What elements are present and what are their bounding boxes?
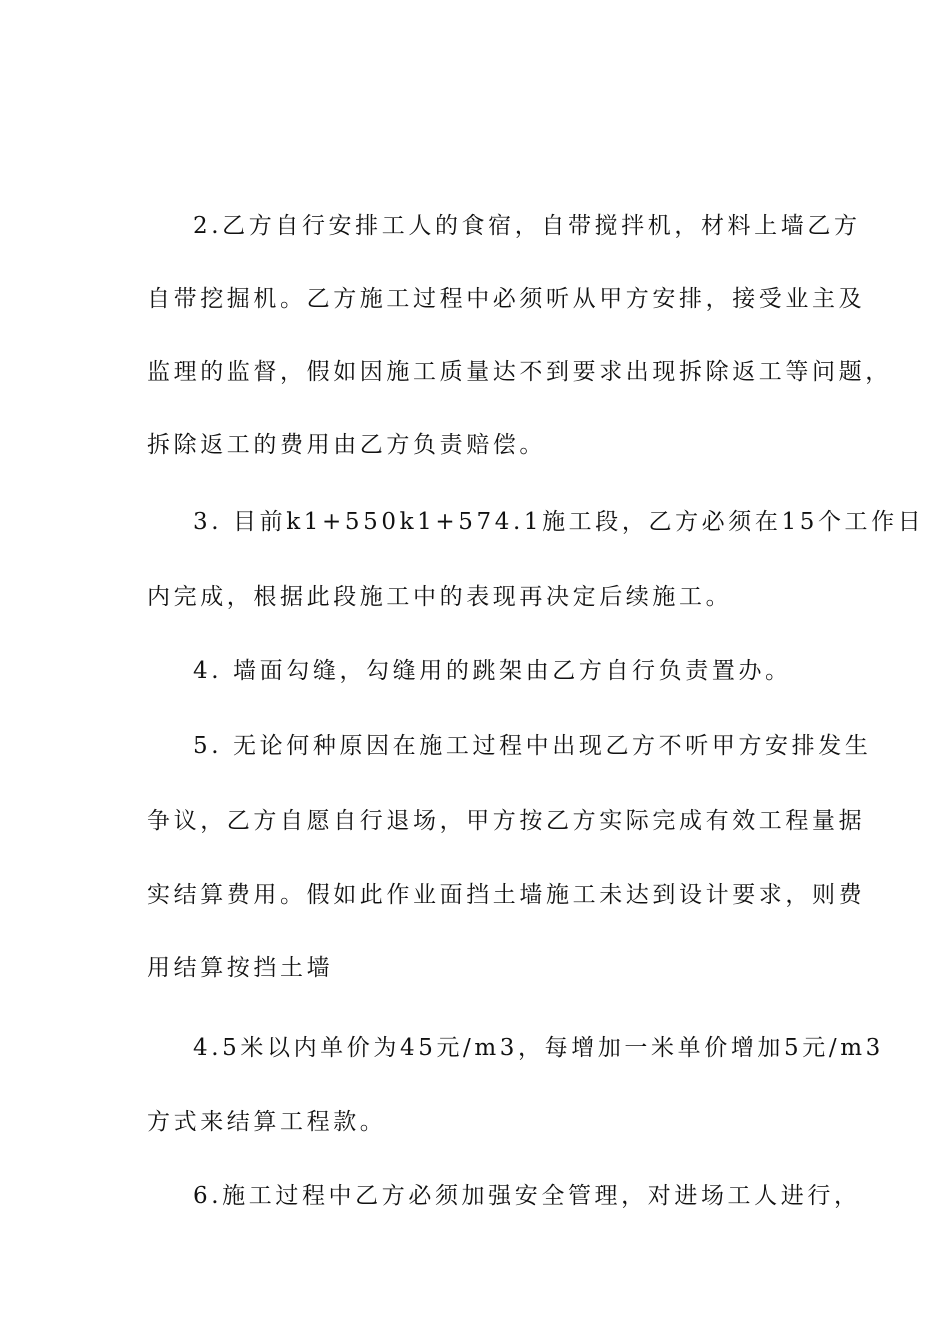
- paragraph-3-line-1: 3. 目前k1+550k1+574.1施工段，乙方必须在15个工作日: [193, 509, 925, 535]
- unit-price-line-1: 4.5米以内单价为45元/m3，每增加一米单价增加5元/m3: [193, 1035, 884, 1061]
- paragraph-5-line-3: 实结算费用。假如此作业面挡土墙施工未达到设计要求，则费: [147, 882, 866, 908]
- paragraph-2-line-3: 监理的监督，假如因施工质量达不到要求出现拆除返工等问题，: [147, 359, 892, 385]
- paragraph-3-line-2: 内完成，根据此段施工中的表现再决定后续施工。: [147, 584, 733, 610]
- paragraph-2-line-4: 拆除返工的费用由乙方负责赔偿。: [147, 432, 546, 458]
- paragraph-5-line-4: 用结算按挡土墙: [147, 955, 334, 981]
- paragraph-6-line-1: 6.施工过程中乙方必须加强安全管理，对进场工人进行，: [193, 1183, 861, 1209]
- paragraph-2-line-2: 自带挖掘机。乙方施工过程中必须听从甲方安排，接受业主及: [147, 286, 866, 312]
- paragraph-2-line-1: 2.乙方自行安排工人的食宿，自带搅拌机，材料上墙乙方: [193, 213, 861, 239]
- paragraph-5-line-1: 5. 无论何种原因在施工过程中出现乙方不听甲方安排发生: [193, 733, 872, 759]
- paragraph-4-line-1: 4. 墙面勾缝，勾缝用的跳架由乙方自行负责置办。: [193, 658, 792, 684]
- unit-price-line-2: 方式来结算工程款。: [147, 1109, 387, 1135]
- paragraph-5-line-2: 争议，乙方自愿自行退场，甲方按乙方实际完成有效工程量据: [147, 808, 866, 834]
